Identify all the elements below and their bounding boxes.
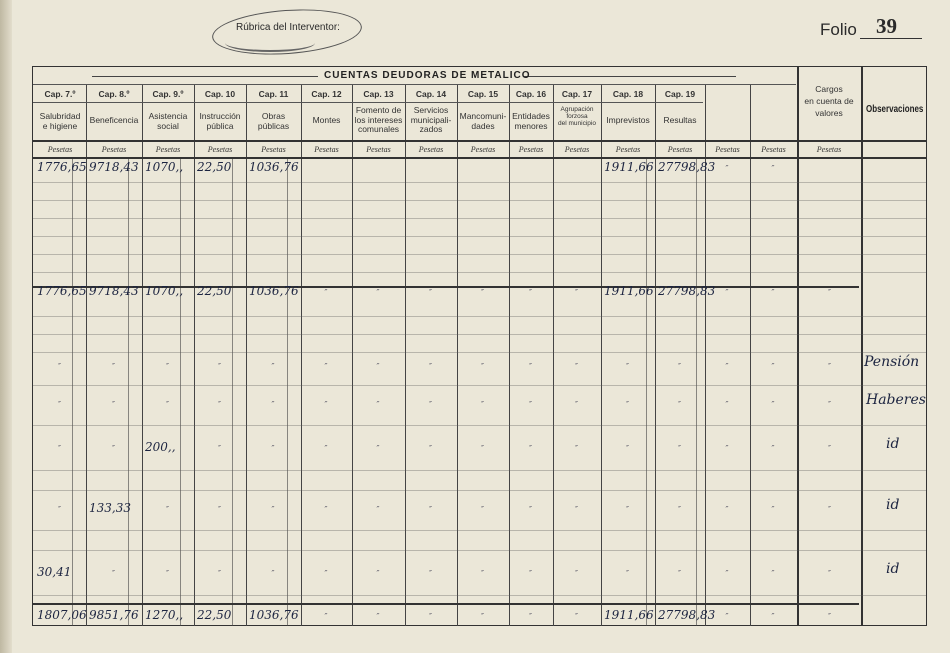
column-description-line: pública bbox=[206, 120, 234, 131]
ruled-line bbox=[33, 316, 926, 317]
column-description-line: forzosa bbox=[566, 113, 588, 120]
rubrica-label: Rúbrica del Interventor: bbox=[236, 22, 340, 33]
ditto-mark: ″ bbox=[481, 569, 484, 578]
column-description-line: Resultas bbox=[663, 115, 697, 125]
ledger-amount: 133,33 bbox=[89, 501, 131, 515]
ditto-mark: ″ bbox=[481, 400, 484, 409]
column-chapter: Cap. 18 bbox=[612, 89, 644, 99]
ditto-mark: ″ bbox=[828, 612, 831, 621]
ditto-mark: ″ bbox=[58, 505, 61, 514]
column-unit: Pesetas bbox=[314, 145, 339, 154]
column-rule bbox=[352, 84, 353, 626]
ditto-mark: ″ bbox=[481, 505, 484, 514]
column-description bbox=[655, 116, 705, 126]
ditto-mark: ″ bbox=[271, 505, 275, 514]
ditto-mark: ″ bbox=[376, 400, 380, 409]
ditto-mark: ″ bbox=[58, 400, 61, 409]
observation-note: id bbox=[886, 561, 900, 577]
ditto-mark: ″ bbox=[626, 569, 629, 578]
ditto-mark: ″ bbox=[529, 612, 532, 621]
ditto-mark: ″ bbox=[828, 362, 831, 371]
ditto-mark: ″ bbox=[828, 569, 831, 578]
column-unit: Pesetas bbox=[47, 145, 73, 154]
column-description-line: Instrucción bbox=[199, 111, 241, 121]
cents-rule bbox=[72, 158, 73, 626]
ditto-mark: ″ bbox=[481, 362, 484, 371]
observation-note: id bbox=[886, 497, 900, 513]
ruled-line bbox=[33, 334, 926, 335]
ditto-mark: ″ bbox=[218, 505, 221, 514]
ledger-amount: 1070,, bbox=[145, 160, 184, 174]
ledger-amount: 22,50 bbox=[197, 160, 232, 174]
column-chapter: Cap. 13 bbox=[363, 89, 394, 99]
column-unit: Pesetas bbox=[518, 145, 544, 154]
column-rule bbox=[194, 84, 195, 626]
column-chapter: Cap. 14 bbox=[415, 89, 447, 99]
ditto-mark: ″ bbox=[376, 505, 380, 514]
ditto-mark: ″ bbox=[376, 444, 380, 453]
ditto-mark: ″ bbox=[678, 362, 681, 371]
column-rule bbox=[601, 84, 602, 626]
column-unit: Pesetas bbox=[715, 145, 740, 154]
ruled-line bbox=[33, 425, 926, 426]
ledger-amount: 9851,76 bbox=[89, 608, 139, 622]
column-rule bbox=[246, 84, 247, 626]
column-description-line: zados bbox=[419, 124, 443, 134]
ditto-mark: ″ bbox=[575, 288, 578, 297]
ledger-amount: 1036,76 bbox=[249, 284, 299, 298]
ledger-amount: 200,, bbox=[145, 440, 176, 454]
column-rule bbox=[301, 84, 302, 626]
folio-label: Folio bbox=[820, 20, 857, 39]
folio-underline bbox=[860, 38, 922, 39]
column-description-line: Obras bbox=[261, 111, 286, 121]
ledger-amount: 27798,83 bbox=[658, 608, 716, 622]
ditto-mark: ″ bbox=[376, 288, 380, 297]
ditto-mark: ″ bbox=[166, 400, 169, 409]
ditto-mark: ″ bbox=[324, 288, 328, 297]
ledger-amount: 1036,76 bbox=[249, 608, 299, 622]
ruled-line bbox=[33, 236, 926, 237]
column-unit: Pesetas bbox=[207, 145, 233, 154]
column-description-line: Entidades bbox=[512, 111, 550, 121]
ditto-mark: ″ bbox=[725, 612, 729, 621]
column-chapter: Cap. 7.º bbox=[44, 89, 76, 99]
ditto-mark: ″ bbox=[271, 444, 275, 453]
page-binding-edge bbox=[0, 0, 12, 653]
column-description-line: Beneficencia bbox=[89, 115, 139, 125]
ruled-line bbox=[33, 530, 926, 531]
ditto-mark: ″ bbox=[166, 362, 169, 371]
column-unit: Pesetas bbox=[155, 145, 181, 154]
ditto-mark: ″ bbox=[112, 444, 115, 453]
column-rule bbox=[405, 84, 406, 626]
column-description-line: Asistencia bbox=[148, 111, 188, 121]
ledger-amount: 1270,, bbox=[145, 608, 184, 622]
ledger-amount: 1911,66 bbox=[604, 284, 654, 298]
ditto-mark: ″ bbox=[481, 288, 484, 297]
cents-rule bbox=[128, 158, 129, 626]
ditto-mark: ″ bbox=[429, 505, 432, 514]
ditto-mark: ″ bbox=[771, 288, 775, 297]
column-chapter: Cap. 9.º bbox=[152, 89, 184, 99]
ditto-mark: ″ bbox=[324, 612, 328, 621]
ditto-mark: ″ bbox=[575, 569, 578, 578]
ledger-amount: 1776,65 bbox=[37, 160, 87, 174]
ditto-mark: ″ bbox=[828, 505, 831, 514]
ditto-mark: ″ bbox=[429, 288, 432, 297]
ruled-line bbox=[33, 385, 926, 386]
column-chapter: Cap. 10 bbox=[204, 89, 236, 99]
column-unit: Pesetas bbox=[615, 145, 641, 154]
ruled-line bbox=[33, 352, 926, 353]
observation-note: id bbox=[886, 436, 900, 452]
column-description-line: comunales bbox=[357, 124, 400, 134]
ditto-mark: ″ bbox=[376, 362, 380, 371]
column-description bbox=[301, 116, 352, 126]
ditto-mark: ″ bbox=[324, 505, 328, 514]
header-rule-caps bbox=[33, 102, 703, 103]
ditto-mark: ″ bbox=[112, 569, 115, 578]
ditto-mark: ″ bbox=[771, 400, 775, 409]
ruled-line bbox=[33, 218, 926, 219]
ditto-mark: ″ bbox=[429, 400, 432, 409]
column-description-line: dades bbox=[471, 120, 495, 131]
ditto-mark: ″ bbox=[481, 612, 484, 621]
ledger-amount: 1036,76 bbox=[249, 160, 299, 174]
column-description bbox=[34, 112, 86, 131]
ditto-mark: ″ bbox=[575, 444, 578, 453]
ditto-mark: ″ bbox=[376, 612, 380, 621]
ditto-mark: ″ bbox=[529, 505, 532, 514]
header-rule-body bbox=[33, 157, 926, 159]
column-description bbox=[86, 116, 142, 126]
ditto-mark: ″ bbox=[271, 362, 275, 371]
ditto-mark: ″ bbox=[529, 444, 532, 453]
folio-number: 39 bbox=[876, 14, 897, 38]
column-chapter: Cap. 11 bbox=[258, 89, 289, 99]
column-description-line: Agrupación bbox=[560, 106, 594, 113]
ditto-mark: ″ bbox=[725, 164, 729, 173]
cargos-header bbox=[797, 83, 861, 119]
ruled-line bbox=[33, 595, 926, 596]
ditto-mark: ″ bbox=[218, 444, 221, 453]
column-description-line: Fomento de bbox=[355, 105, 402, 115]
column-unit: Pesetas bbox=[470, 145, 496, 154]
column-chapter: Cap. 19 bbox=[664, 89, 696, 99]
column-chapter: Cap. 8.º bbox=[98, 89, 130, 99]
ditto-mark: ″ bbox=[529, 400, 532, 409]
ditto-mark: ″ bbox=[218, 569, 221, 578]
ditto-mark: ″ bbox=[271, 400, 275, 409]
column-chapter: Cap. 15 bbox=[467, 89, 499, 99]
ditto-mark: ″ bbox=[771, 612, 775, 621]
ditto-mark: ″ bbox=[324, 362, 328, 371]
column-description bbox=[601, 116, 655, 126]
column-unit: Pesetas bbox=[366, 145, 391, 154]
ditto-mark: ″ bbox=[376, 569, 380, 578]
ditto-mark: ″ bbox=[771, 505, 775, 514]
ditto-mark: ″ bbox=[58, 444, 61, 453]
column-rule bbox=[142, 84, 143, 626]
ruled-line bbox=[33, 550, 926, 551]
cents-rule bbox=[180, 158, 181, 626]
ditto-mark: ″ bbox=[771, 362, 775, 371]
ditto-mark: ″ bbox=[678, 400, 681, 409]
ruled-line bbox=[33, 490, 926, 491]
header-rule-top bbox=[33, 84, 796, 85]
observation-note: Pensión bbox=[864, 354, 920, 370]
cents-rule bbox=[287, 158, 288, 626]
ditto-mark: ″ bbox=[529, 288, 532, 297]
observaciones-header: Observaciones bbox=[866, 104, 924, 115]
column-description-line: Imprevistos bbox=[606, 115, 650, 125]
ditto-mark: ″ bbox=[678, 569, 681, 578]
ditto-mark: ″ bbox=[166, 505, 169, 514]
column-rule bbox=[861, 66, 863, 626]
ditto-mark: ″ bbox=[271, 569, 275, 578]
ledger-amount: 30,41 bbox=[37, 565, 72, 579]
cargos-label-3: valores bbox=[815, 108, 843, 118]
header-rule-units bbox=[33, 140, 926, 142]
ditto-mark: ″ bbox=[58, 362, 61, 371]
column-rule bbox=[655, 84, 656, 626]
column-chapter: Cap. 12 bbox=[311, 89, 342, 99]
ditto-mark: ″ bbox=[324, 444, 328, 453]
ditto-mark: ″ bbox=[218, 362, 221, 371]
column-unit: Pesetas bbox=[101, 145, 127, 154]
column-description-line: e higiene bbox=[42, 120, 78, 131]
column-rule bbox=[509, 84, 510, 626]
column-description-line: social bbox=[157, 120, 179, 131]
section-rule-left bbox=[92, 76, 318, 77]
ditto-mark: ″ bbox=[529, 362, 532, 371]
ditto-mark: ″ bbox=[725, 400, 729, 409]
column-description bbox=[352, 106, 405, 135]
ledger-amount: 27798,83 bbox=[658, 284, 716, 298]
ditto-mark: ″ bbox=[575, 400, 578, 409]
column-description-line: Montes bbox=[312, 115, 341, 125]
column-description-line: del municipio bbox=[558, 120, 596, 127]
ditto-mark: ″ bbox=[324, 400, 328, 409]
ditto-mark: ″ bbox=[725, 444, 729, 453]
ledger-amount: 9718,43 bbox=[89, 160, 139, 174]
ditto-mark: ″ bbox=[112, 400, 115, 409]
ditto-mark: ″ bbox=[725, 569, 729, 578]
column-description-line: Salubridad bbox=[39, 111, 81, 121]
ledger-amount: 1070,, bbox=[145, 284, 184, 298]
cents-rule bbox=[696, 158, 697, 626]
ditto-mark: ″ bbox=[529, 569, 532, 578]
ditto-mark: ″ bbox=[828, 444, 831, 453]
ledger-amount: 22,50 bbox=[197, 608, 232, 622]
cargos-unit: Pesetas bbox=[816, 145, 842, 154]
ditto-mark: ″ bbox=[725, 505, 729, 514]
ditto-mark: ″ bbox=[112, 362, 115, 371]
column-description bbox=[246, 112, 301, 131]
ditto-mark: ″ bbox=[771, 164, 775, 173]
column-description bbox=[142, 112, 194, 131]
column-description-line: públicas bbox=[257, 120, 290, 131]
ditto-mark: ″ bbox=[828, 400, 831, 409]
ruled-line bbox=[33, 272, 926, 273]
column-description bbox=[509, 112, 553, 131]
column-rule bbox=[750, 84, 751, 626]
ledger-amount: 9718,43 bbox=[89, 284, 139, 298]
ditto-mark: ″ bbox=[626, 400, 629, 409]
ditto-mark: ″ bbox=[626, 362, 629, 371]
ditto-mark: ″ bbox=[575, 362, 578, 371]
ledger-amount: 1807,06 bbox=[37, 608, 87, 622]
column-unit: Pesetas bbox=[761, 145, 786, 154]
total-rule bbox=[33, 603, 859, 605]
ditto-mark: ″ bbox=[324, 569, 328, 578]
column-description bbox=[194, 112, 246, 131]
ditto-mark: ″ bbox=[166, 569, 169, 578]
ruled-line bbox=[33, 200, 926, 201]
ditto-mark: ″ bbox=[429, 569, 432, 578]
ditto-mark: ″ bbox=[828, 288, 831, 297]
column-description bbox=[457, 112, 509, 131]
section-rule-right bbox=[524, 76, 736, 77]
ruled-line bbox=[33, 182, 926, 183]
column-description-line: municipali- bbox=[410, 114, 452, 125]
ledger-amount: 1911,66 bbox=[604, 608, 654, 622]
ditto-mark: ″ bbox=[678, 505, 681, 514]
ledger-amount: 27798,83 bbox=[658, 160, 716, 174]
ditto-mark: ″ bbox=[429, 362, 432, 371]
column-rule bbox=[457, 84, 458, 626]
ditto-mark: ″ bbox=[429, 612, 432, 621]
observation-note: Haberes bbox=[866, 392, 926, 408]
ditto-mark: ″ bbox=[771, 444, 775, 453]
column-rule bbox=[553, 84, 554, 626]
ruled-line bbox=[33, 254, 926, 255]
column-chapter: Cap. 17 bbox=[561, 89, 593, 99]
ditto-mark: ″ bbox=[725, 288, 729, 297]
section-title: CUENTAS DEUDORAS DE METALICO bbox=[324, 70, 531, 81]
ditto-mark: ″ bbox=[575, 505, 578, 514]
column-unit: Pesetas bbox=[667, 145, 693, 154]
ditto-mark: ″ bbox=[429, 444, 432, 453]
column-description-line: los intereses bbox=[354, 114, 403, 125]
ledger-amount: 1776,65 bbox=[37, 284, 87, 298]
column-description-line: menores bbox=[514, 120, 548, 131]
column-unit: Pesetas bbox=[261, 145, 286, 154]
column-description bbox=[553, 106, 601, 127]
ditto-mark: ″ bbox=[725, 362, 729, 371]
interventor-signature bbox=[225, 34, 315, 52]
column-unit: Pesetas bbox=[564, 145, 590, 154]
ditto-mark: ″ bbox=[575, 612, 578, 621]
cargos-label-2: en cuenta de bbox=[804, 96, 854, 106]
ditto-mark: ″ bbox=[218, 400, 221, 409]
column-chapter: Cap. 16 bbox=[515, 89, 547, 99]
column-unit: Pesetas bbox=[418, 145, 444, 154]
cents-rule bbox=[646, 158, 647, 626]
ditto-mark: ″ bbox=[626, 505, 629, 514]
ditto-mark: ″ bbox=[771, 569, 775, 578]
cents-rule bbox=[232, 158, 233, 626]
ledger-amount: 1911,66 bbox=[604, 160, 654, 174]
cargos-label-1: Cargos bbox=[815, 84, 843, 94]
ruled-line bbox=[33, 470, 926, 471]
ditto-mark: ″ bbox=[626, 444, 629, 453]
ditto-mark: ″ bbox=[481, 444, 484, 453]
column-description bbox=[405, 106, 457, 135]
ditto-mark: ″ bbox=[678, 444, 681, 453]
column-description-line: Servicios bbox=[413, 105, 449, 115]
column-description-line: Mancomuni- bbox=[459, 111, 507, 121]
ledger-amount: 22,50 bbox=[197, 284, 232, 298]
